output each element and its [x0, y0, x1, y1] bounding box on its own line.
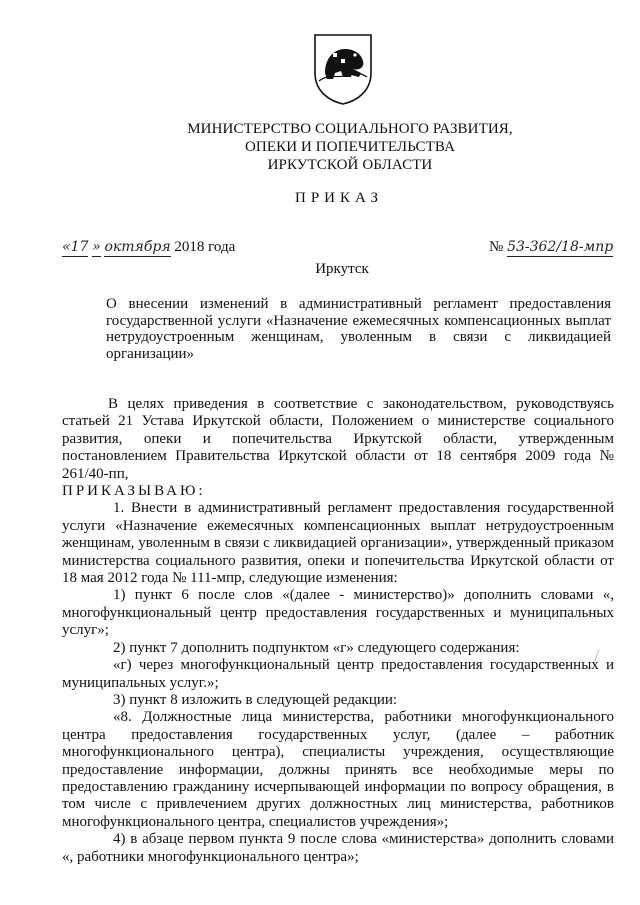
order-word: ПРИКАЗЫВАЮ: [62, 483, 206, 500]
ministry-name [150, 120, 550, 174]
order-number [489, 239, 613, 256]
date-close-quote: » [92, 239, 101, 255]
preamble-paragraph: В целях приведения в соответствие с законодательством, руководствуясь статьей 21 Устава Иркутской области, Положением о министерстве социального развития, опеки и попечительства Иркутской области, утвержденным постановлением Правительства Иркутской области от 18 сентября 2009 года № 261/40-пп, [62, 396, 614, 482]
subitem-2-paragraph: 2) пункт 7 дополнить подпунктом «г» следующего содержания: [113, 639, 520, 656]
item-1-paragraph: 1. Внести в административный регламент предоставления государственной услуги «Назначение ежемесячных компенсационных выплат нетрудоустроенным женщинам, уволенным в связи с ликвидацией организации», утвержденный приказом министерства социального развития, опеки и попечительства Иркутской области от 18 мая 2012 года № 111-мпр, следующие изменения: [62, 500, 614, 587]
order-date [62, 239, 235, 256]
date-month: октября [104, 239, 171, 255]
city: Иркутск [315, 261, 369, 277]
ministry-line-2: ОПЕКИ И ПОПЕЧИТЕЛЬСТВА [244, 139, 456, 155]
irkutsk-coat-of-arms-icon [313, 33, 373, 105]
subitem-2-text-paragraph: «г) через многофункциональный центр предоставления государственных и муниципальных услуг.»; [62, 657, 614, 691]
subitem-1-paragraph: 1) пункт 6 после слов «(далее - министерство)» дополнить словами «, многофункциональный центр предоставления государственных и муниципальных услуг»; [62, 587, 614, 639]
order-title: ПРИКАЗ [295, 190, 383, 206]
number-label: № [489, 239, 504, 255]
order-body [62, 396, 614, 866]
order-subject: О внесении изменений в административный регламент предоставления государственной услуги «Назначение ежемесячных компенсационных выплат нетрудоустроенным женщинам, уволенным в связи с ликвидацией организации» [106, 296, 611, 362]
ministry-line-1: МИНИСТЕРСТВО СОЦИАЛЬНОГО РАЗВИТИЯ, [187, 121, 513, 137]
date-year: 2018 года [174, 239, 236, 255]
number-value: 53-362/18-мпр [507, 239, 614, 255]
ministry-line-3: ИРКУТСКОЙ ОБЛАСТИ [267, 157, 433, 173]
date-day: 17 [70, 239, 89, 255]
date-open-quote: « [62, 239, 71, 255]
subitem-3-text-paragraph: «8. Должностные лица министерства, работники многофункционального центра предоставления государственных услуг, (далее – работник многофункционального центра), специалисты учреждения, осуществляющие предоставление информации, должны принять все необходимые меры по предоставлению гражданину исчерпывающей информации по вопросу обращения, в том числе с привлечением других должностных лиц министерства, работников многофункционального центра, специалистов учреждения»; [62, 709, 614, 830]
subitem-3-paragraph: 3) пункт 8 изложить в следующей редакции: [113, 691, 398, 708]
subitem-4-paragraph: 4) в абзаце первом пункта 9 после слова «министерства» дополнить словами «, работники многофункционального центра»; [62, 831, 614, 865]
